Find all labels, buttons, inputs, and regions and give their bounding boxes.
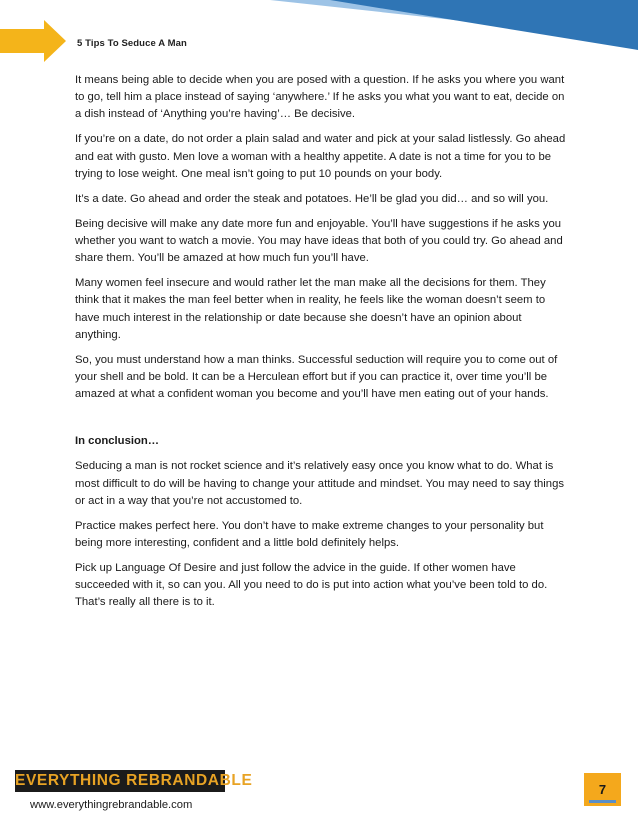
paragraph: Pick up Language Of Desire and just follow the advice in the guide. If other women have succeeded with it, so can you. All you need to do is put into action what you’ve been told to do. That’s really all there is to it. <box>75 562 548 609</box>
paragraph: Being decisive will make any date more fun and enjoyable. You’ll have suggestions if he asks you whether you want to watch a movie. You may have ideas that both of you could try. Go ahead and share them. You’ll be amazed at how much fun you’ll have. <box>75 217 563 265</box>
document-title: 5 Tips To Seduce A Man <box>77 38 187 49</box>
page-number-badge <box>584 773 621 806</box>
section-spacer <box>75 411 567 433</box>
paragraph: So, you must understand how a man thinks. Successful seduction will require you to come out of your shell and be bold. It can be a Herculean effort but if you can practice it, over time you’ll be amazed at what a confident woman you become and you’ll have men eating out of your hands. <box>75 353 558 401</box>
header-decoration <box>0 0 638 60</box>
page-number: 7 <box>598 782 607 797</box>
header-blue-shape <box>330 0 638 50</box>
conclusion-heading: In conclusion… <box>75 435 160 448</box>
brand-url[interactable]: www.everythingrebrandable.com <box>30 799 193 811</box>
page-content <box>75 72 567 619</box>
paragraph: It’s a date. Go ahead and order the steak and potatoes. He’ll be glad you did… and so will you. <box>75 192 549 205</box>
page-badge-underline <box>589 800 616 803</box>
paragraph: It means being able to decide when you are posed with a question. If he asks you where you want to go, tell him a place instead of saying ‘anywhere.’ If he asks you what you want to eat, decide on a dish instead of ‘Anything you’re having’… Be decisive. <box>75 74 565 121</box>
paragraph: Many women feel insecure and would rather let the man make all the decisions for them. They think that it makes the man feel better when in reality, he feels like the woman doesn’t seem to have much interest in the relationship or date because she doesn’t have an opinion about anything. <box>75 277 546 341</box>
paragraph: Practice makes perfect here. You don’t have to make extreme changes to your personality but being more interesting, confident and a little bold definitely helps. <box>75 519 544 550</box>
right-arrow-icon <box>0 20 66 62</box>
paragraph: If you’re on a date, do not order a plain salad and water and pick at your salad listlessly. Go ahead and eat with gusto. Men love a woman with a healthy appetite. A date is not a time for you to be trying to lose weight. One meal isn’t going to put 10 pounds on your body. <box>75 133 566 180</box>
paragraph: Seducing a man is not rocket science and it’s relatively easy once you know what to do. What is most difficult to do will be having to change your attitude and mindset. You may need to say things or act in a way that you’re not accustomed to. <box>75 460 564 507</box>
brand-logo: EVERYTHING REBRANDABLE <box>15 770 225 792</box>
